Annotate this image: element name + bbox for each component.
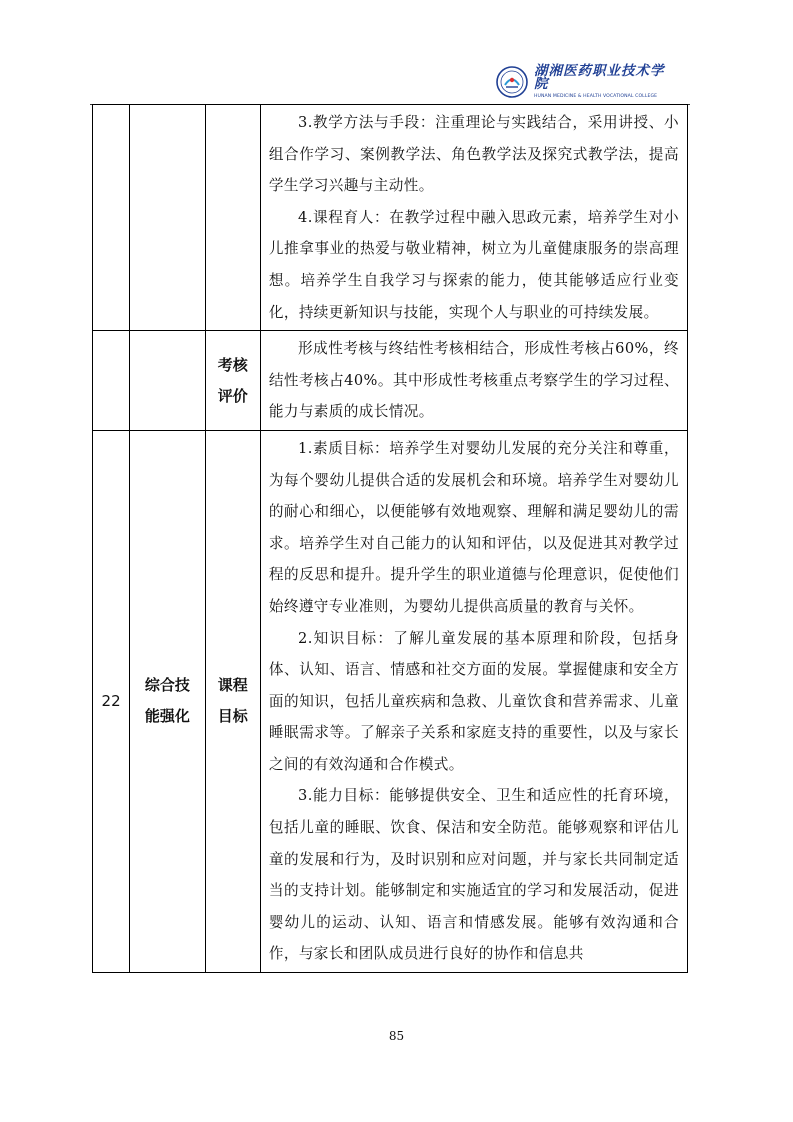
empty-course-cell (130, 105, 205, 331)
paragraph-teaching-methods: 3.教学方法与手段：注重理论与实践结合，采用讲授、小组合作学习、案例教学法、角色教学法及探究式教学法，提高学生学习兴趣与主动性。 (268, 114, 679, 195)
course-number-cell: 22 (93, 430, 130, 972)
table-row-assessment (93, 331, 688, 431)
table-row-course-22 (93, 430, 688, 972)
paragraph-assessment: 形成性考核与终结性考核相结合，形成性考核占60%，终结性考核占40%。其中形成性考核重点考察学生的学习过程、能力与素质的成长情况。 (268, 340, 679, 421)
paragraph-course-education: 4.课程育人：在教学过程中融入思政元素，培养学生对小儿推拿事业的热爱与敬业精神，树立为儿童健康服务的崇高理想。培养学生自我学习与探索的能力，使其能够适应行业变化，持续更新知识与技能，实现个人与职业的可持续发展。 (268, 208, 679, 321)
table-row-continued-methods (93, 105, 688, 331)
empty-label-cell (205, 105, 260, 331)
assessment-label-cell: 考核 评价 (205, 331, 260, 431)
assessment-content-cell (260, 331, 687, 431)
methods-content-cell (260, 105, 687, 331)
empty-number-cell (93, 105, 130, 331)
course-goals-label-cell: 课程 目标 (205, 430, 260, 972)
empty-number-cell (93, 331, 130, 431)
college-name-cn: 湖湘医药职业技术学院 (534, 62, 665, 93)
college-emblem-icon (496, 66, 528, 98)
paragraph-ability-goals: 3.能力目标：能够提供安全、卫生和适应性的托育环境，包括儿童的睡眠、饮食、保洁和安全防范。能够观察和评估儿童的发展和行为，及时识别和应对问题，并与家长共同制定适当的支持计划。能够制定和实施适宜的学习和发展活动，促进婴幼儿的运动、认知、语言和情感发展。能够有效沟通和合作，与家长和团队成员进行良好的协作和信息共 (268, 787, 679, 963)
course-goals-content-cell (260, 430, 687, 972)
paragraph-quality-goals: 1.素质目标：培养学生对婴幼儿发展的充分关注和尊重，为每个婴幼儿提供合适的发展机会和环境。培养学生对婴幼儿的耐心和细心，以便能够有效地观察、理解和满足婴幼儿的需求。培养学生对自己能力的认知和评估，以及促进其对教学过程的反思和提升。提升学生的职业道德与伦理意识，促使他们始终遵守专业准则，为婴幼儿提供高质量的教育与关怀。 (268, 439, 679, 615)
curriculum-table (92, 104, 688, 973)
college-name-en: HUNAN MEDICINE & HEALTH VOCATIONAL COLLEGE (534, 93, 658, 99)
college-logo (496, 64, 676, 100)
paragraph-knowledge-goals: 2.知识目标：了解儿童发展的基本原理和阶段，包括身体、认知、语言、情感和社交方面的发展。掌握健康和安全方面的知识，包括儿童疾病和急救、儿童饮食和营养需求、儿童睡眠需求等。了解亲子关系和家庭支持的重要性，以及与家长之间的有效沟通和合作模式。 (268, 629, 679, 773)
page-number: 85 (388, 1029, 405, 1043)
empty-course-cell (130, 331, 205, 431)
course-name-cell: 综合技 能强化 (130, 430, 205, 972)
